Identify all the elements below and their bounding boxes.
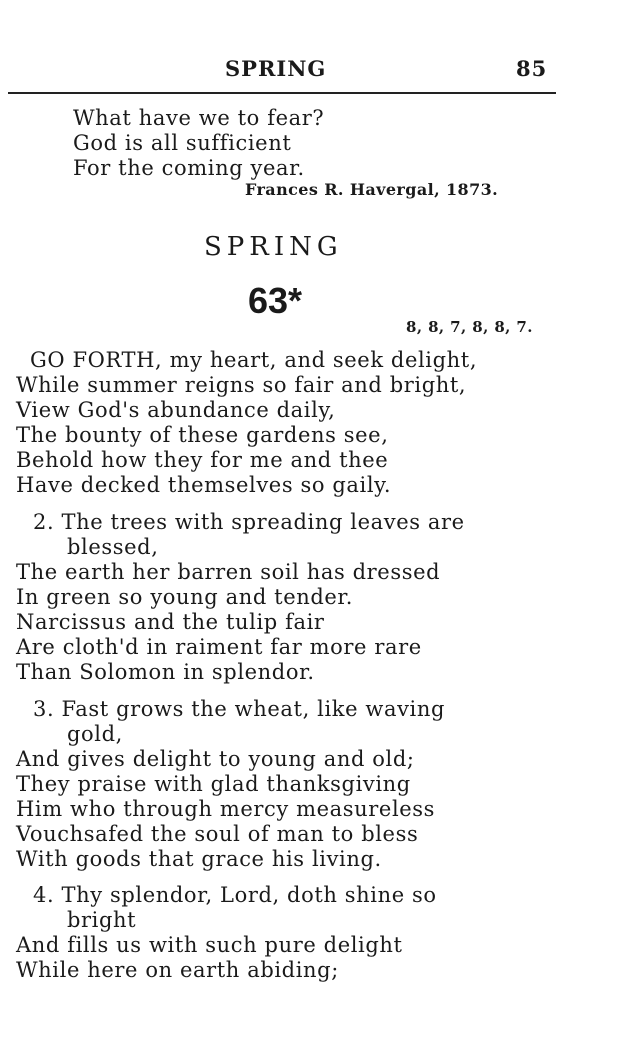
verse-line: With goods that grace his living. [16, 847, 382, 871]
verse-line: Narcissus and the tulip fair [16, 610, 325, 634]
running-title: SPRING [225, 56, 327, 81]
verse-line: 4. Thy splendor, Lord, doth shine so [33, 883, 437, 907]
verse-line: Are cloth'd in raiment far more rare [16, 635, 422, 659]
verse-line: The earth her barren soil has dressed [16, 560, 441, 584]
verse-line: blessed, [67, 535, 159, 559]
verse-line: bright [67, 908, 137, 932]
verse-line: Vouchsafed the soul of man to bless [16, 822, 419, 846]
verse-line: What have we to fear? [73, 106, 325, 130]
author-attribution: Frances R. Havergal, 1873. [245, 180, 499, 199]
hymn-meter: 8, 8, 7, 8, 8, 7. [406, 318, 533, 336]
verse-line: While summer reigns so fair and bright, [16, 373, 467, 397]
page-number: 85 [516, 56, 548, 81]
verse-line: And fills us with such pure delight [16, 933, 403, 957]
verse-line: 3. Fast grows the wheat, like waving [33, 697, 446, 721]
hymn-number: 63* [248, 280, 303, 321]
verse-line: GO FORTH, my heart, and seek delight, [30, 348, 478, 372]
verse-line: God is all sufficient [73, 131, 292, 155]
verse-line: The bounty of these gardens see, [16, 423, 389, 447]
running-header [0, 52, 640, 86]
verse-line: Behold how they for me and thee [16, 448, 389, 472]
verse-line: Have decked themselves so gaily. [16, 473, 392, 497]
verse-line: gold, [67, 722, 123, 746]
verse-line: And gives delight to young and old; [16, 747, 415, 771]
verse-line: View God's abundance daily, [16, 398, 336, 422]
verse-line: They praise with glad thanksgiving [16, 772, 411, 796]
verse-line: 2. The trees with spreading leaves are [33, 510, 465, 534]
verse-line: While here on earth abiding; [16, 958, 339, 982]
verse-line: Him who through mercy measureless [16, 797, 436, 821]
verse-line: For the coming year. [73, 156, 305, 180]
header-rule [8, 92, 556, 94]
verse-line: In green so young and tender. [16, 585, 354, 609]
section-title: SPRING [204, 232, 343, 262]
verse-line: Than Solomon in splendor. [16, 660, 315, 684]
